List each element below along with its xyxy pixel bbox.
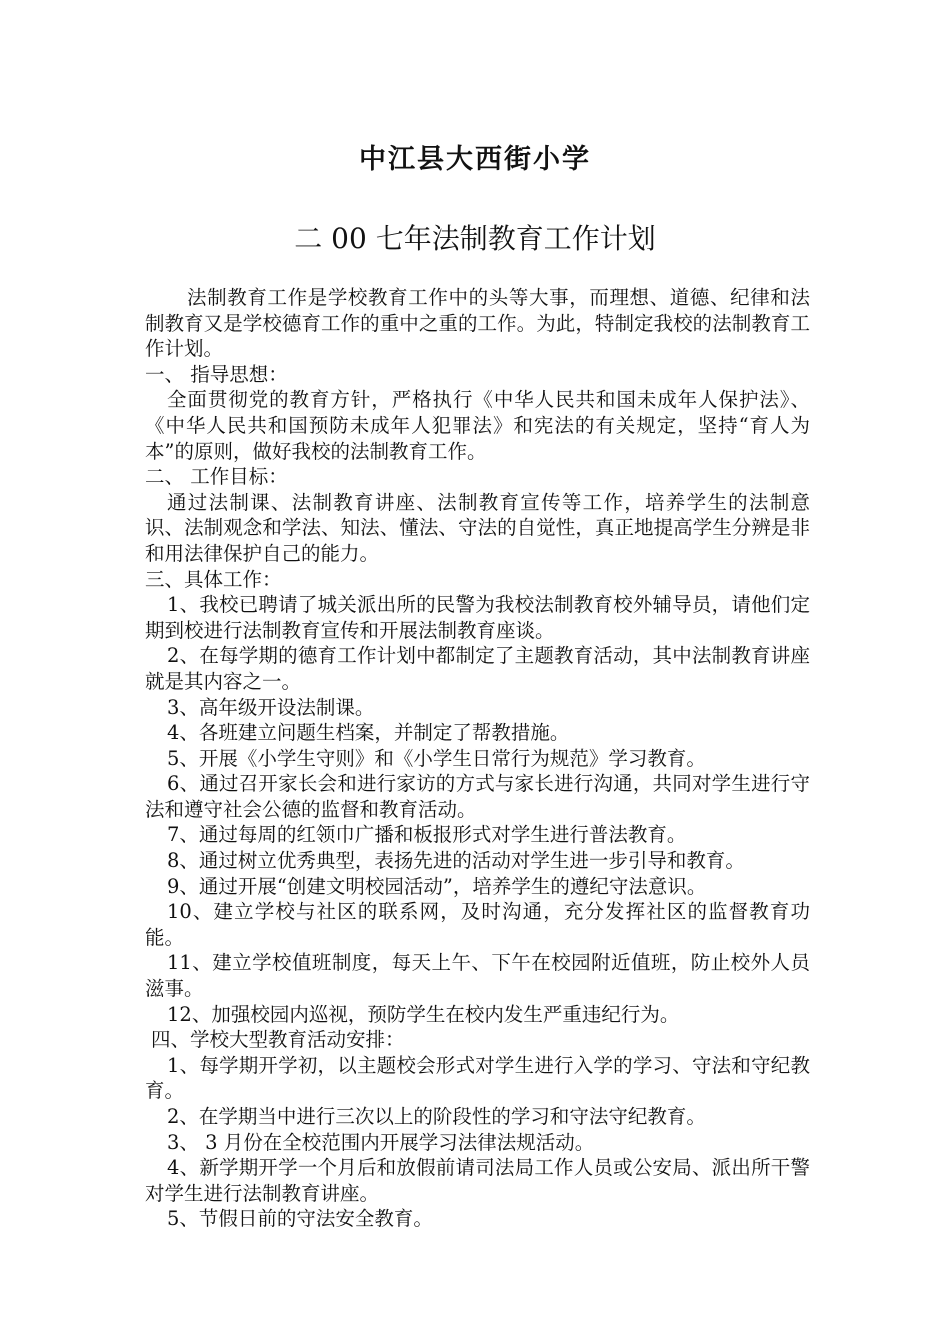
section-heading-work-goals: 二、 工作目标：	[145, 465, 288, 489]
specific-work-item: 9、通过开展“创建文明校园活动”，培养学生的遵纪守法意识。	[167, 874, 707, 898]
specific-work-item: 1、我校已聘请了城关派出所的民警为我校法制教育校外辅导员，请他们定期到校进行法制教育宣传和开展法制教育座谈。	[145, 593, 810, 642]
plan-title: 二 00 七年法制教育工作计划	[294, 222, 656, 255]
specific-work-item: 5、开展《小学生守则》和《小学生日常行为规范》学习教育。	[167, 746, 706, 770]
work-goals-paragraph: 通过法制课、法制教育讲座、法制教育宣传等工作，培养学生的法制意识、法制观念和学法、知法、懂法、守法的自觉性，真正地提高学生分辨是非和用法律保护自己的能力。	[145, 490, 810, 565]
intro-paragraph: 法制教育工作是学校教育工作中的头等大事，而理想、道德、纪律和法制教育又是学校德育工作的重中之重的工作。为此，特制定我校的法制教育工作计划。	[145, 286, 810, 361]
specific-work-item: 7、通过每周的红领巾广播和板报形式对学生进行普法教育。	[167, 823, 687, 847]
guiding-idea-paragraph: 全面贯彻党的教育方针，严格执行《中华人民共和国未成年人保护法》、《中华人民共和国预防未成年人犯罪法》和宪法的有关规定，坚持“育人为本”的原则，做好我校的法制教育工作。	[145, 388, 810, 463]
major-activity-item: 5、节假日前的守法安全教育。	[167, 1207, 433, 1231]
specific-work-item: 11、建立学校值班制度，每天上午、下午在校园附近值班，防止校外人员滋事。	[145, 951, 810, 1001]
specific-work-item: 12、加强校园内巡视，预防学生在校内发生严重违纪行为。	[167, 1002, 680, 1026]
major-activity-item: 2、在学期当中进行三次以上的阶段性的学习和守法守纪教育。	[167, 1105, 706, 1128]
specific-work-item: 6、通过召开家长会和进行家访的方式与家长进行沟通，共同对学生进行守法和遵守社会公德的监督和教育活动。	[145, 772, 810, 821]
section-heading-specific-work: 三、具体工作：	[145, 567, 282, 591]
specific-work-item: 8、通过树立优秀典型，表扬先进的活动对学生进一步引导和教育。	[167, 849, 745, 873]
school-name: 中江县大西街小学	[359, 144, 591, 175]
specific-work-item: 3、高年级开设法制课。	[167, 695, 375, 719]
major-activity-item: 1、每学期开学初，以主题校会形式对学生进行入学的学习、守法和守纪教育。	[145, 1053, 810, 1103]
document-body	[145, 285, 810, 1232]
major-activity-item: 4、新学期开学一个月后和放假前请司法局工作人员或公安局、派出所干警对学生进行法制教育讲座。	[145, 1156, 810, 1205]
major-activity-item: 3、 3 月份在全校范围内开展学习法律法规活动。	[167, 1130, 595, 1154]
specific-work-item: 10、建立学校与社区的联系网，及时沟通，充分发挥社区的监督教育功能。	[145, 900, 810, 949]
section-heading-guiding-idea: 一、 指导思想：	[145, 362, 288, 386]
specific-work-item: 4、各班建立问题生档案，并制定了帮教措施。	[167, 721, 570, 745]
section-heading-major-activities: 四、学校大型教育活动安排：	[151, 1028, 405, 1052]
specific-work-item: 2、在每学期的德育工作计划中都制定了主题教育活动，其中法制教育讲座就是其内容之一。	[145, 644, 810, 693]
